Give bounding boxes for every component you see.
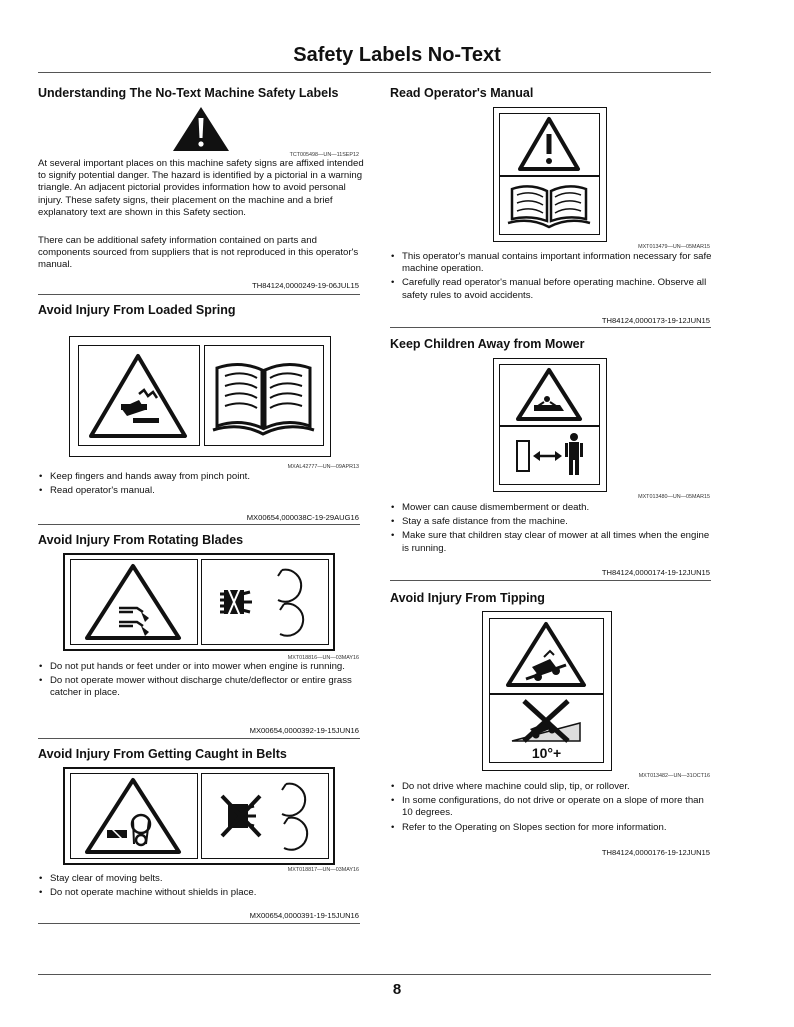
rollover-hazard-triangle-icon <box>490 619 602 692</box>
reference-code: TH84124,0000176-19-12JUN15 <box>601 848 710 857</box>
section-divider <box>390 327 711 328</box>
reference-code: MX00654,0000392-19-15JUN16 <box>249 726 359 735</box>
page-title: Safety Labels No-Text <box>293 44 501 66</box>
reference-code: TH84124,0000249-19-06JUL15 <box>252 281 359 290</box>
figure-id: MXT018817—UN—03MAY16 <box>287 867 359 873</box>
section-heading-read-manual: Read Operator's Manual <box>390 86 534 100</box>
bullet-list <box>390 251 712 304</box>
list-item: • Do not drive where machine could slip, tip, or rollover. <box>390 781 712 793</box>
section-heading-understanding-labels: Understanding The No-Text Machine Safety Labels <box>38 86 339 100</box>
safety-label-belts <box>63 767 335 865</box>
mower-hazard-triangle-icon <box>500 365 598 424</box>
no-hands-belt-icon <box>202 774 327 857</box>
rotating-blades-icon <box>202 560 327 643</box>
bullet-list <box>390 781 712 836</box>
reference-code: TH84124,0000173-19-12JUN15 <box>601 316 710 325</box>
safety-label-children <box>493 358 607 492</box>
reference-code: MX00654,0000391-19-15JUN16 <box>249 911 359 920</box>
label-panel-hazard <box>499 364 600 426</box>
section-heading-rotating-blades: Avoid Injury From Rotating Blades <box>38 533 244 547</box>
bullet-list <box>38 471 360 499</box>
figure-id: MXT018816—UN—03MAY16 <box>287 655 359 661</box>
figure-id: MXT013479—UN—05MAR15 <box>638 244 710 250</box>
section-divider <box>38 524 360 525</box>
list-item: • Do not put hands or feet under or into mower when engine is running. <box>38 661 368 673</box>
open-book-icon <box>205 346 322 444</box>
safety-label-read-manual <box>493 107 607 242</box>
label-panel-hazard <box>499 113 600 176</box>
supplier-paragraph: There can be additional safety information contained on parts and components sourced from suppliers that is not reproduced in this operator's manual. <box>38 235 359 271</box>
label-panel-manual <box>204 345 324 446</box>
safety-label-rotating-blades <box>63 553 335 651</box>
figure-id: MXAL42777—UN—09APR13 <box>287 464 359 470</box>
keep-distance-icon <box>500 427 598 483</box>
label-panel-hazard <box>70 773 198 859</box>
label-panel-hazard <box>70 559 198 645</box>
page-number: 8 <box>392 981 402 998</box>
section-divider <box>38 294 360 295</box>
figure-id: MXT013480—UN—05MAR15 <box>638 494 710 500</box>
safety-label-loaded-spring <box>69 336 331 457</box>
bullet-list <box>38 873 360 901</box>
open-book-icon <box>500 177 598 233</box>
figure-id: MXT013482—UN—31OCT16 <box>638 773 710 779</box>
section-heading-children: Keep Children Away from Mower <box>390 337 585 351</box>
warning-exclamation-icon <box>500 114 598 174</box>
list-item: • Do not operate machine without shields in place. <box>38 887 360 899</box>
label-panel-avoid <box>201 773 329 859</box>
title-rule <box>38 72 711 73</box>
list-item: • In some configurations, do not drive or operate on a slope of more than 10 degrees. <box>390 795 712 819</box>
footer-rule <box>38 974 711 975</box>
figure-id: TCT005498—UN—11SEP12 <box>289 152 359 158</box>
no-steep-slope-icon <box>490 695 602 745</box>
pinch-hazard-triangle-icon <box>79 346 198 444</box>
list-item: • Stay clear of moving belts. <box>38 873 360 885</box>
list-item: • Refer to the Operating on Slopes section for more information. <box>390 822 712 834</box>
blade-hazard-triangle-icon <box>71 560 196 643</box>
list-item: • Stay a safe distance from the machine. <box>390 516 712 528</box>
list-item: • This operator's manual contains important information necessary for safe machine operation. <box>390 251 712 275</box>
section-heading-tipping: Avoid Injury From Tipping <box>390 591 545 605</box>
label-panel-avoid <box>489 694 604 763</box>
list-item: • Read operator's manual. <box>38 485 360 497</box>
reference-code: MX00654,000038C-19-29AUG16 <box>246 513 359 522</box>
label-panel-avoid <box>499 426 600 485</box>
list-item: • Make sure that children stay clear of mower at all times when the engine is running. <box>390 530 712 554</box>
bullet-list <box>38 661 368 702</box>
section-divider <box>38 923 360 924</box>
section-divider <box>38 738 360 739</box>
list-item: • Do not operate mower without discharge chute/deflector or entire grass catcher in place. <box>38 675 368 699</box>
label-panel-hazard <box>489 618 604 694</box>
reference-code: TH84124,0000174-19-12JUN15 <box>601 568 710 577</box>
warning-triangle-icon <box>172 106 230 152</box>
list-item: • Carefully read operator's manual before operating machine. Observe all safety rules to avoid accidents. <box>390 277 712 301</box>
label-panel-avoid <box>201 559 329 645</box>
label-panel-hazard <box>78 345 200 446</box>
safety-label-tipping <box>482 611 612 771</box>
bullet-list <box>390 502 712 557</box>
label-panel-manual <box>499 176 600 235</box>
list-item: • Mower can cause dismemberment or death. <box>390 502 712 514</box>
slope-degree-label: 10°+ <box>531 745 562 761</box>
section-divider <box>390 580 711 581</box>
section-heading-loaded-spring: Avoid Injury From Loaded Spring <box>38 303 236 317</box>
section-heading-belts: Avoid Injury From Getting Caught in Belts <box>38 747 287 761</box>
belt-entanglement-triangle-icon <box>71 774 196 857</box>
list-item: • Keep fingers and hands away from pinch point. <box>38 471 360 483</box>
intro-paragraph: At several important places on this machine safety signs are affixed intended to signify potential danger. The hazard is identified by a pictorial in a warning triangle. An adjacent pictorial provides information how to avoid personal injury. These safety signs, their placement on the machine and a brief explanatory text are shown in this Safety section. <box>38 158 364 218</box>
